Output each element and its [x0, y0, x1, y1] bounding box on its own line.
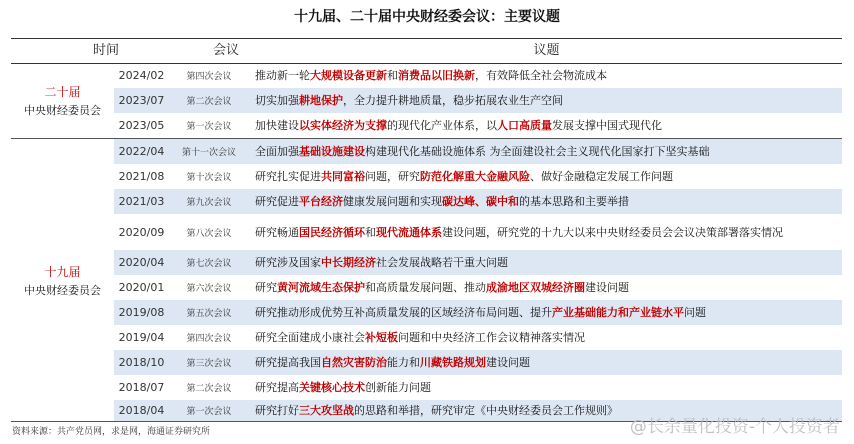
topic-text: 的思路和举措，研究审定《中央财经委员会工作规则》: [354, 404, 618, 417]
topic-text: 问题，研究: [365, 170, 420, 183]
topic-text: 推动新一轮: [255, 69, 310, 82]
meeting-topic: [249, 117, 842, 134]
meeting-session: 第六次会议: [186, 284, 232, 294]
topic-highlight: 大规模设备更新: [310, 69, 387, 82]
topic-text: 建设问题: [486, 356, 530, 369]
table-row: [114, 214, 842, 250]
topic-highlight: 国民经济循环: [299, 225, 365, 239]
meeting-date: 2020/01: [118, 281, 165, 294]
topic-text: 的现代化产业体系，以: [387, 119, 497, 132]
topic-highlight: 以实体经济为支撑: [299, 119, 387, 132]
topic-highlight: 共同富裕: [321, 170, 365, 183]
table-row: [114, 88, 842, 113]
group-19th: [11, 139, 114, 422]
topic-text: 和高质量发展问题、推动: [365, 281, 486, 294]
meeting-topic: [249, 329, 842, 346]
meeting-date: 2020/09: [118, 225, 165, 239]
topic-text: 研究畅通: [255, 225, 299, 239]
topic-text: 构建现代化基础设施体系 为全面建设社会主义现代化国家打下坚实基础: [365, 145, 710, 158]
table-title: 十九届、二十届中央财经委会议：主要议题: [294, 9, 560, 25]
meeting-topic: [249, 67, 842, 84]
topic-text: 研究打好: [255, 404, 299, 417]
topic-text: 创新能力问题: [365, 381, 431, 394]
topic-highlight: 自然灾害防治: [321, 356, 387, 369]
topic-highlight: 三大攻坚战: [299, 404, 354, 417]
topic-text: 切实加强: [255, 94, 299, 107]
topic-text: 研究全面建成小康社会: [255, 331, 365, 344]
table-row: [114, 139, 842, 164]
group-separator: [11, 138, 842, 139]
topic-text: 问题和中央经济工作会议精神落实情况: [398, 331, 585, 344]
topic-highlight: 黄河流域生态保护: [277, 281, 365, 294]
meeting-session: 第十次会议: [186, 173, 232, 183]
table-row: [114, 275, 842, 300]
topic-text: 研究提高我国: [255, 356, 321, 369]
table-row: [114, 164, 842, 189]
topic-text: 研究提高: [255, 381, 299, 394]
topic-highlight: 关键核心技术: [299, 381, 365, 394]
meeting-session: 第四次会议: [186, 334, 232, 344]
meeting-topic: [249, 92, 842, 109]
topic-highlight: 消费品以旧换新: [398, 69, 475, 82]
header-topic: 议题: [251, 38, 842, 64]
topic-text: 研究扎实促进: [255, 170, 321, 183]
table-row: [114, 189, 842, 214]
meeting-date: 2020/04: [118, 256, 165, 269]
meeting-topic: [249, 304, 842, 321]
group-full-name: 中央财经委员会: [24, 283, 101, 297]
group-full-name: 中央财经委员会: [24, 104, 101, 117]
meeting-date: 2022/04: [118, 145, 165, 158]
topic-text: 的基本思路和主要举措: [519, 195, 629, 208]
topic-text: 问题: [684, 306, 706, 319]
topic-text: 、做好金融稳定发展工作问题: [530, 170, 673, 183]
meeting-session: 第二次会议: [186, 384, 232, 394]
topic-highlight: 川藏铁路规划: [420, 356, 486, 369]
group-20th: [11, 63, 114, 139]
meeting-topic: [249, 279, 842, 296]
topic-text: 建设问题: [585, 281, 629, 294]
table-row: [114, 63, 842, 88]
meeting-session: 第七次会议: [186, 259, 232, 269]
topic-highlight: 中长期经济: [321, 256, 376, 269]
table-row: [114, 113, 842, 138]
topic-text: ，有效降低全社会物流成本: [475, 69, 607, 82]
meeting-session: 第五次会议: [186, 309, 232, 319]
meeting-date: 2021/03: [118, 195, 165, 208]
topic-highlight: 成渝地区双城经济圈: [486, 281, 585, 294]
meeting-topic: [249, 168, 842, 185]
topic-text: 全面加强: [255, 145, 299, 158]
meeting-session: 第八次会议: [186, 228, 232, 239]
meeting-date: 2023/05: [118, 119, 165, 132]
table-row: [114, 350, 842, 375]
table-row: [114, 375, 842, 400]
topic-text: 和: [365, 225, 376, 239]
meeting-topic: [249, 224, 842, 241]
topic-highlight: 平台经济: [299, 195, 343, 208]
header-meeting: 会议: [201, 38, 251, 64]
meeting-topic: [249, 143, 842, 160]
meeting-session: 第九次会议: [186, 198, 232, 208]
source-note: 资料来源：共产党员网，求是网，海通证券研究所: [12, 427, 211, 437]
meeting-session: 第一次会议: [186, 122, 232, 132]
topic-text: 研究促进: [255, 195, 299, 208]
topic-text: 建设问题，研究党的十九大以来中央财经委员会会议决策部署落实情况: [442, 225, 783, 239]
meeting-date: 2021/08: [118, 170, 165, 183]
topic-highlight: 防范化解重大金融风险: [420, 170, 530, 183]
meeting-date: 2019/08: [118, 306, 165, 319]
topic-text: 发展支撑中国式现代化: [552, 119, 662, 132]
topic-highlight: 耕地保护: [299, 94, 343, 107]
meeting-date: 2019/04: [118, 331, 165, 344]
topic-highlight: 碳达峰、碳中和: [442, 195, 519, 208]
topic-text: 加快建设: [255, 119, 299, 132]
topic-text: 健康发展问题和实现: [343, 195, 442, 208]
meeting-topic: [249, 354, 842, 371]
group-name: 二十届: [44, 85, 81, 99]
meeting-date: 2023/07: [118, 94, 165, 107]
meeting-topic: [249, 193, 842, 210]
topic-highlight: 基础设施建设: [299, 145, 365, 158]
meeting-session: 第四次会议: [186, 72, 232, 82]
topic-text: 和: [387, 69, 398, 82]
topic-highlight: 现代流通体系: [376, 225, 442, 239]
topic-text: 研究: [255, 281, 277, 294]
meeting-date: 2024/02: [118, 69, 165, 82]
topic-highlight: 人口高质量: [497, 119, 552, 132]
meeting-session: 第三次会议: [186, 359, 232, 369]
meeting-date: 2018/04: [118, 404, 165, 417]
watermark: @长余量化投资-个人投资者: [629, 417, 840, 437]
meeting-topic: [249, 254, 842, 271]
meeting-session: 第二次会议: [186, 97, 232, 107]
topic-text: ，全力提升耕地质量，稳步拓展农业生产空间: [343, 94, 563, 107]
group-name: 十九届: [44, 264, 81, 279]
meeting-date: 2018/07: [118, 381, 165, 394]
topic-highlight: 产业基础能力和产业链水平: [552, 306, 684, 319]
topic-text: 研究推动形成优势互补高质量发展的区域经济布局问题、提升: [255, 306, 552, 319]
topic-highlight: 补短板: [365, 331, 398, 344]
topic-text: 能力和: [387, 356, 420, 369]
table-row: [114, 300, 842, 325]
header-time: 时间: [11, 38, 201, 64]
table-row: [114, 250, 842, 275]
meeting-session: 第十一次会议: [181, 148, 236, 158]
topic-text: 研究涉及国家: [255, 256, 321, 269]
table-row: [114, 325, 842, 350]
meeting-date: 2018/10: [118, 356, 165, 369]
meeting-session: 第一次会议: [186, 407, 232, 417]
meeting-topic: [249, 379, 842, 396]
topic-text: 社会发展战略若干重大问题: [376, 256, 508, 269]
